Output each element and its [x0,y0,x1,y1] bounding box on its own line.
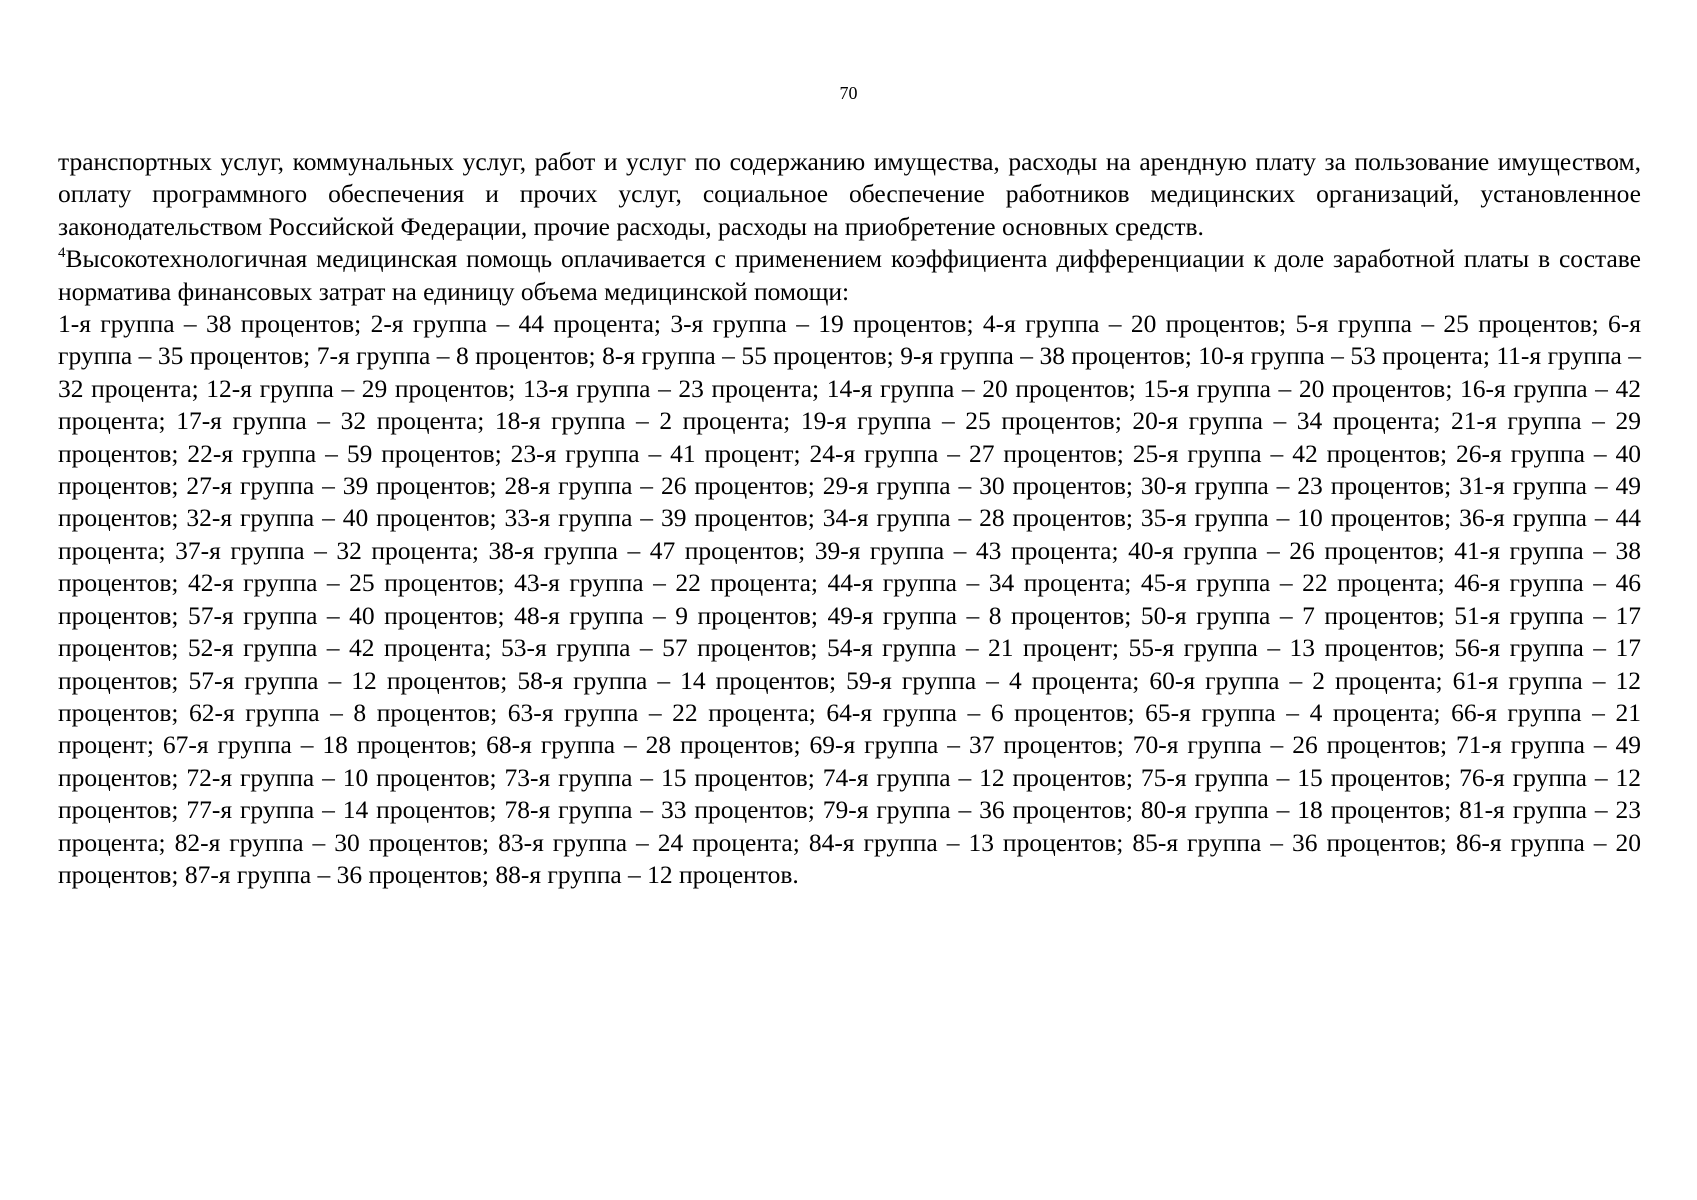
footnote-text: Высокотехнологичная медицинская помощь оплачивается с применением коэффициента дифференциации к доле заработной платы в составе норматива финансовых затрат на единицу объема медицинской помощи: [58,244,1641,306]
continuation-paragraph: транспортных услуг, коммунальных услуг, работ и услуг по содержанию имущества, расходы на арендную плату за пользование имуществом, оплату программного обеспечения и прочих услуг, социальное обеспечение работников медицинских организаций, установленное законодательством Российской Федерации, прочие расходы, расходы на приобретение основных средств. [58,147,1641,241]
groups-list-paragraph: 1-я группа – 38 процентов; 2-я группа – 44 процента; 3-я группа – 19 процентов; 4-я группа – 20 процентов; 5-я группа – 25 процентов; 6-я группа – 35 процентов; 7-я группа – 8 процентов; 8-я группа – 55 процентов; 9-я группа – 38 процентов; 10-я группа – 53 процента; 11-я группа – 32 процента; 12-я группа – 29 процентов; 13-я группа – 23 процента; 14-я группа – 20 процентов; 15-я группа – 20 процентов; 16-я группа – 42 процента; 17-я группа – 32 процента; 18-я группа – 2 процента; 19-я группа – 25 процентов; 20-я группа – 34 процента; 21-я группа – 29 процентов; 22-я группа – 59 процентов; 23-я группа – 41 процент; 24-я группа – 27 процентов; 25-я группа – 42 процентов; 26-я группа – 40 процентов; 27-я группа – 39 процентов; 28-я группа – 26 процентов; 29-я группа – 30 процентов; 30-я группа – 23 процентов; 31-я группа – 49 процентов; 32-я группа – 40 процентов; 33-я группа – 39 процентов; 34-я группа – 28 процентов; 35-я группа – 10 процентов; 36-я группа – 44 процента; 37-я группа – 32 процента; 38-я группа – 47 процентов; 39-я группа – 43 процента; 40-я группа – 26 процентов; 41-я группа – 38 процентов; 42-я группа – 25 процентов; 43-я группа – 22 процента; 44-я группа – 34 процента; 45-я группа – 22 процента; 46-я группа – 46 процентов; 57-я группа – 40 процентов; 48-я группа – 9 процентов; 49-я группа – 8 процентов; 50-я группа – 7 процентов; 51-я группа – 17 процентов; 52-я группа – 42 процента; 53-я группа – 57 процентов; 54-я группа – 21 процент; 55-я группа – 13 процентов; 56-я группа – 17 процентов; 57-я группа – 12 процентов; 58-я группа – 14 процентов; 59-я группа – 4 процента; 60-я группа – 2 процента; 61-я группа – 12 процентов; 62-я группа – 8 процентов; 63-я группа – 22 процента; 64-я группа – 6 процентов; 65-я группа – 4 процента; 66-я группа – 21 процент; 67-я группа – 18 процентов; 68-я группа – 28 процентов; 69-я группа – 37 процентов; 70-я группа – 26 процентов; 71-я группа – 49 процентов; 72-я группа – 10 процентов; 73-я группа – 15 процентов; 74-я группа – 12 процентов; 75-я группа – 15 процентов; 76-я группа – 12 процентов; 77-я группа – 14 процентов; 78-я группа – 33 процентов; 79-я группа – 36 процентов; 80-я группа – 18 процентов; 81-я группа – 23 процента; 82-я группа – 30 процентов; 83-я группа – 24 процента; 84-я группа – 13 процентов; 85-я группа – 36 процентов; 86-я группа – 20 процентов; 87-я группа – 36 процентов; 88-я группа – 12 процентов. [58,309,1641,889]
page-number: 70 [839,83,858,103]
document-body [58,146,1641,891]
footnote-marker: 4 [58,245,66,262]
footnote-paragraph [58,243,1641,308]
